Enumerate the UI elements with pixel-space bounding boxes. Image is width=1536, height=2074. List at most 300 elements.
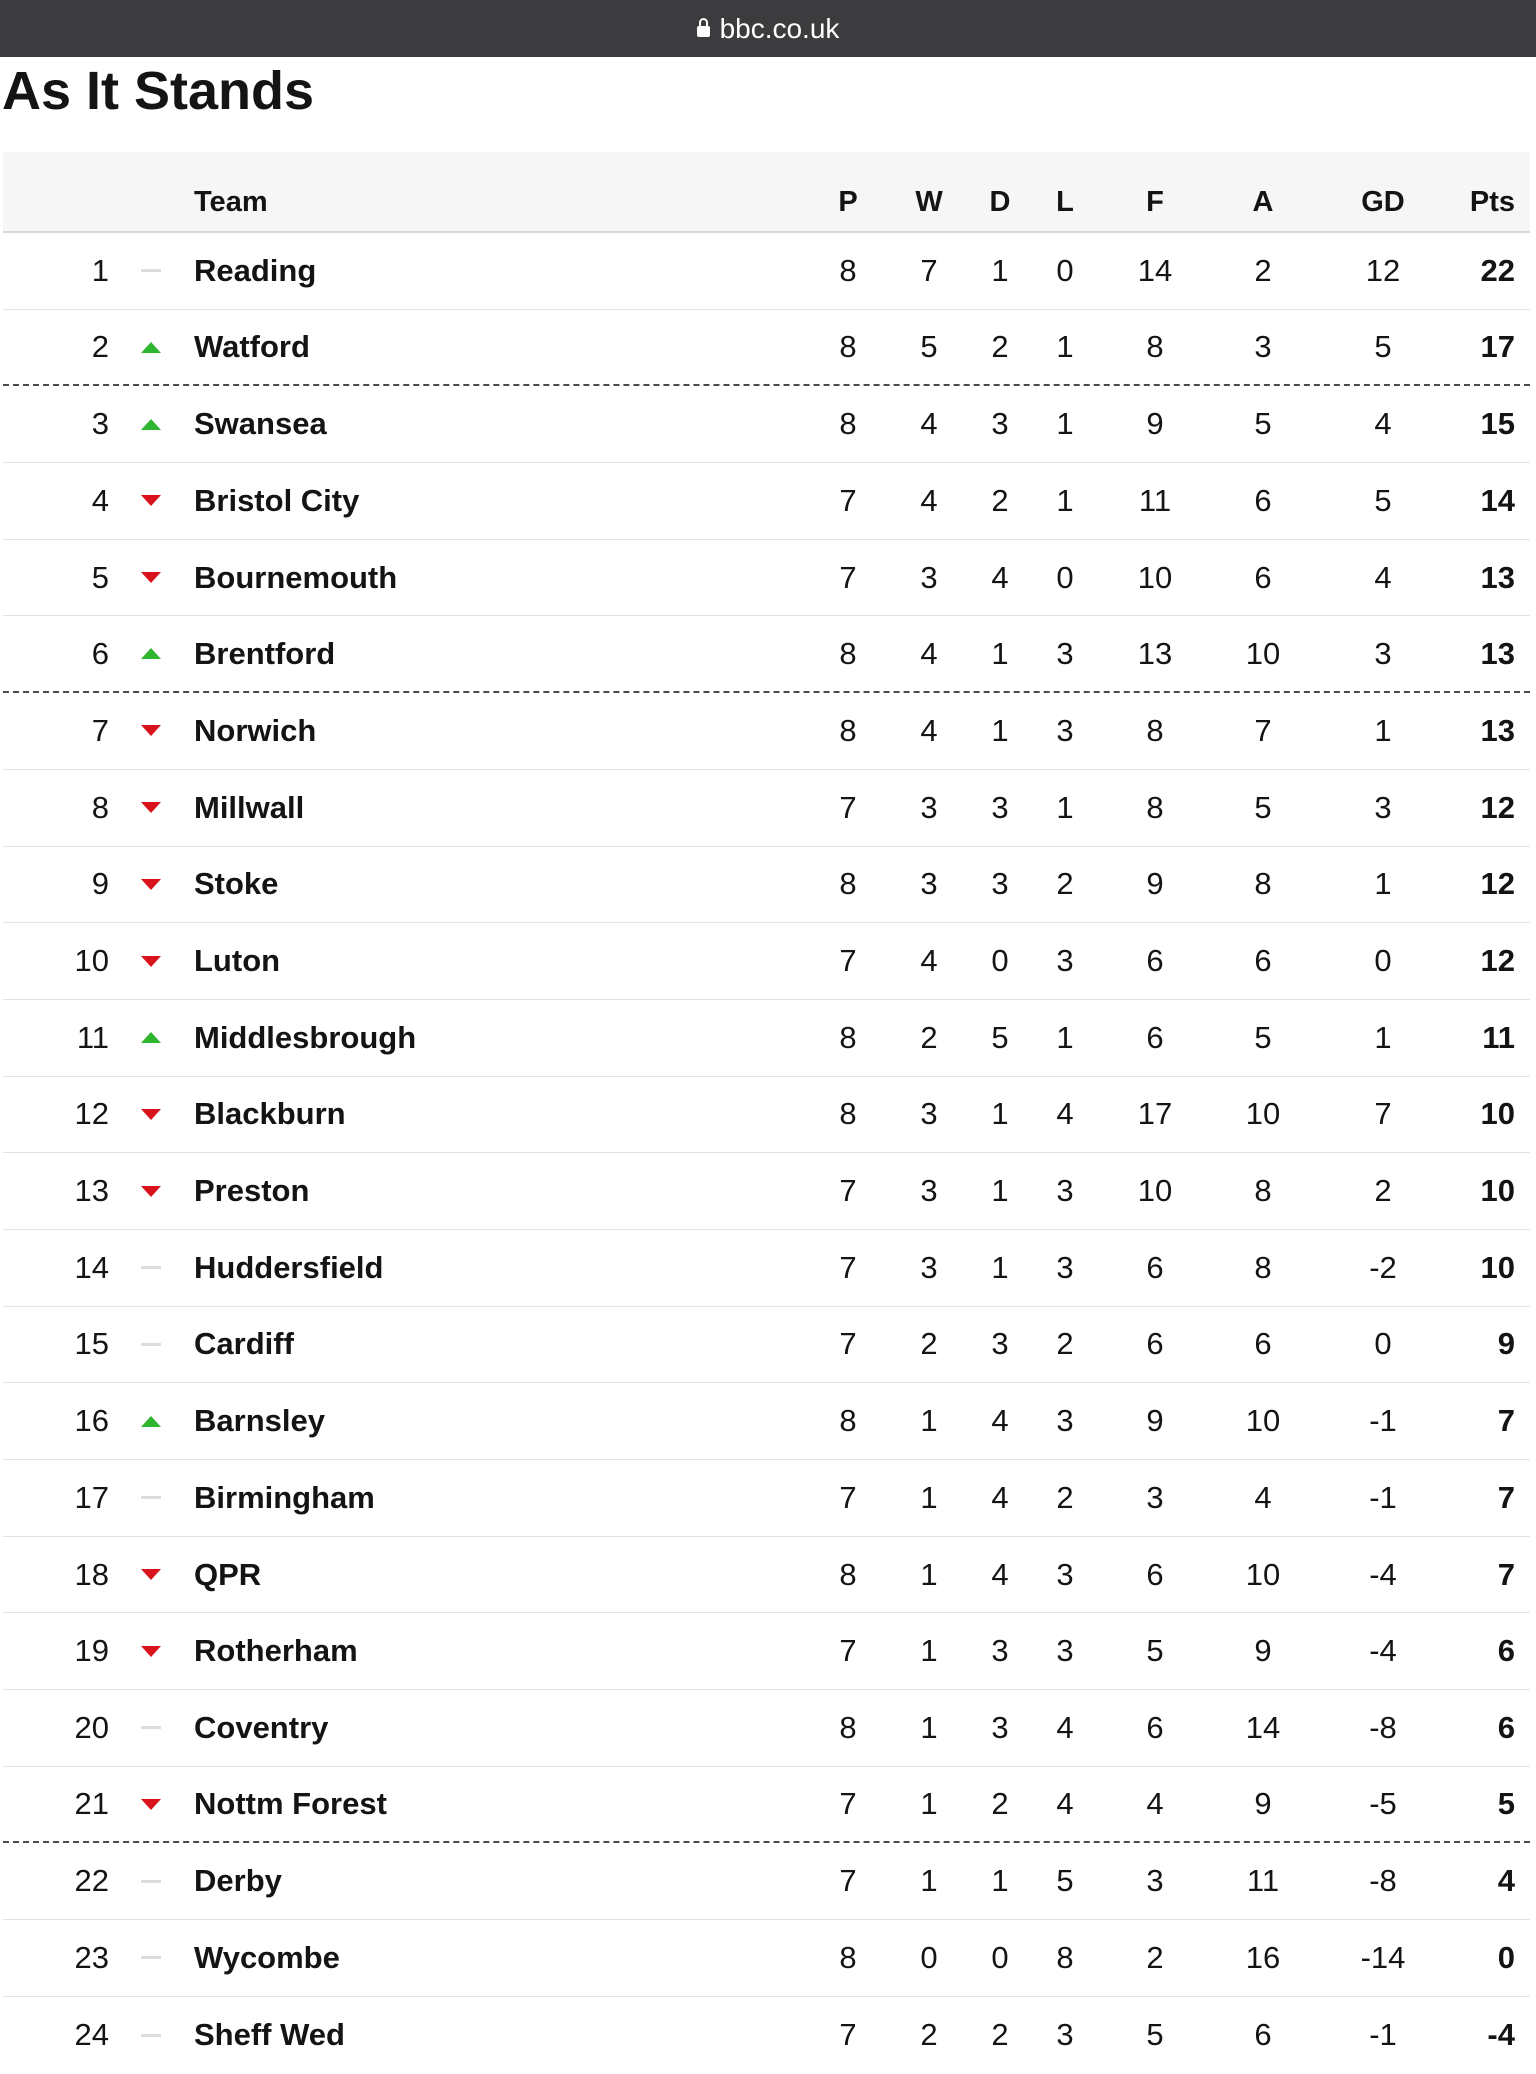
rank-cell: 7 xyxy=(91,712,109,748)
page-title: As It Stands xyxy=(2,61,315,121)
movement-indicator xyxy=(137,693,165,769)
lost-cell: 3 xyxy=(1056,1173,1074,1209)
header-points: Pts xyxy=(1469,186,1515,218)
table-row[interactable] xyxy=(3,1000,1530,1077)
position-unchanged-icon xyxy=(141,1266,161,1269)
points-cell: 0 xyxy=(1497,1939,1515,1975)
lost-cell: 2 xyxy=(1056,1479,1074,1515)
drawn-cell: 2 xyxy=(991,2017,1009,2053)
team-name[interactable]: Reading xyxy=(194,252,317,288)
goals-against-cell: 6 xyxy=(1254,559,1272,595)
movement-indicator xyxy=(137,1920,165,1996)
drawn-cell: 2 xyxy=(991,1786,1009,1822)
goal-difference-cell: -14 xyxy=(1360,1939,1406,1975)
rank-cell: 3 xyxy=(91,406,109,442)
played-cell: 8 xyxy=(839,1096,857,1132)
goals-against-cell: 6 xyxy=(1254,943,1272,979)
points-cell: 12 xyxy=(1480,943,1515,979)
goals-against-cell: 5 xyxy=(1254,406,1272,442)
goals-against-cell: 6 xyxy=(1254,482,1272,518)
drawn-cell: 2 xyxy=(991,482,1009,518)
table-row[interactable] xyxy=(3,693,1530,770)
points-cell: 11 xyxy=(1482,1019,1515,1055)
goal-difference-cell: 2 xyxy=(1374,1173,1392,1209)
drawn-cell: 1 xyxy=(991,1249,1009,1285)
header-won: W xyxy=(915,186,943,218)
movement-indicator xyxy=(137,770,165,846)
goals-for-cell: 10 xyxy=(1137,1173,1173,1209)
header-drawn: D xyxy=(989,186,1011,218)
goals-against-cell: 5 xyxy=(1254,789,1272,825)
team-name[interactable]: Huddersfield xyxy=(194,1249,384,1285)
points-cell: 6 xyxy=(1497,1709,1515,1745)
goal-difference-cell: 3 xyxy=(1374,789,1392,825)
position-up-icon xyxy=(141,419,161,430)
table-row[interactable] xyxy=(3,1537,1530,1614)
points-cell: 15 xyxy=(1480,406,1515,442)
table-row[interactable] xyxy=(3,540,1530,617)
points-cell: 7 xyxy=(1497,1403,1515,1439)
movement-indicator xyxy=(137,233,165,309)
goals-against-cell: 6 xyxy=(1254,2017,1272,2053)
rank-cell: 4 xyxy=(91,482,109,518)
goal-difference-cell: -1 xyxy=(1369,1479,1397,1515)
goals-against-cell: 11 xyxy=(1246,1863,1280,1899)
goal-difference-cell: -4 xyxy=(1369,1556,1397,1592)
table-row[interactable] xyxy=(3,233,1530,310)
played-cell: 8 xyxy=(839,635,857,671)
points-cell: 9 xyxy=(1497,1326,1515,1362)
won-cell: 4 xyxy=(920,635,938,671)
rank-cell: 19 xyxy=(74,1633,109,1669)
team-name[interactable]: Bristol City xyxy=(194,482,360,518)
lost-cell: 1 xyxy=(1056,789,1074,825)
played-cell: 8 xyxy=(839,252,857,288)
goal-difference-cell: 4 xyxy=(1374,559,1392,595)
drawn-cell: 3 xyxy=(991,1709,1009,1745)
movement-indicator xyxy=(137,923,165,999)
won-cell: 4 xyxy=(920,406,938,442)
goals-against-cell: 9 xyxy=(1254,1633,1272,1669)
goals-for-cell: 9 xyxy=(1146,866,1164,902)
team-name[interactable]: Blackburn xyxy=(194,1096,346,1132)
played-cell: 8 xyxy=(839,1403,857,1439)
won-cell: 1 xyxy=(920,1403,938,1439)
won-cell: 1 xyxy=(920,1556,938,1592)
team-name[interactable]: Norwich xyxy=(194,712,317,748)
position-unchanged-icon xyxy=(141,1880,161,1883)
played-cell: 8 xyxy=(839,1709,857,1745)
movement-indicator xyxy=(137,1460,165,1536)
goal-difference-cell: -1 xyxy=(1369,2017,1397,2053)
goals-against-cell: 2 xyxy=(1254,252,1272,288)
position-down-icon xyxy=(141,1646,161,1657)
goal-difference-cell: 1 xyxy=(1374,712,1392,748)
table-row[interactable] xyxy=(3,1077,1530,1154)
lost-cell: 4 xyxy=(1056,1096,1074,1132)
goals-for-cell: 6 xyxy=(1146,1019,1164,1055)
points-cell: 14 xyxy=(1480,482,1515,518)
goals-for-cell: 10 xyxy=(1137,559,1173,595)
drawn-cell: 4 xyxy=(991,559,1009,595)
position-unchanged-icon xyxy=(141,1496,161,1499)
movement-indicator xyxy=(137,1997,165,2074)
goal-difference-cell: 1 xyxy=(1374,1019,1392,1055)
points-cell: 12 xyxy=(1480,866,1515,902)
position-down-icon xyxy=(141,1109,161,1120)
rank-cell: 1 xyxy=(91,252,109,288)
points-cell: 17 xyxy=(1480,329,1515,365)
goals-for-cell: 8 xyxy=(1146,789,1164,825)
lost-cell: 1 xyxy=(1056,406,1074,442)
points-cell: -4 xyxy=(1487,2017,1515,2053)
goals-against-cell: 10 xyxy=(1245,1403,1281,1439)
goals-for-cell: 4 xyxy=(1146,1786,1164,1822)
team-name[interactable]: Sheff Wed xyxy=(194,2017,345,2053)
team-name[interactable]: Bournemouth xyxy=(194,559,398,595)
lost-cell: 0 xyxy=(1056,252,1074,288)
goals-for-cell: 6 xyxy=(1146,1249,1164,1285)
goals-against-cell: 10 xyxy=(1245,635,1281,671)
won-cell: 3 xyxy=(920,866,938,902)
drawn-cell: 1 xyxy=(991,635,1009,671)
team-name[interactable]: Millwall xyxy=(194,789,305,825)
header-played: P xyxy=(838,186,858,218)
goals-for-cell: 11 xyxy=(1138,482,1172,518)
points-cell: 12 xyxy=(1480,789,1515,825)
browser-url-bar[interactable] xyxy=(0,0,1536,57)
points-cell: 7 xyxy=(1497,1479,1515,1515)
played-cell: 7 xyxy=(839,1173,857,1209)
played-cell: 7 xyxy=(839,482,857,518)
rank-cell: 14 xyxy=(74,1249,109,1285)
team-name[interactable]: Derby xyxy=(194,1863,282,1899)
movement-indicator xyxy=(137,1537,165,1613)
rank-cell: 15 xyxy=(74,1326,109,1362)
goals-for-cell: 8 xyxy=(1146,712,1164,748)
played-cell: 8 xyxy=(839,1939,857,1975)
team-name[interactable]: Coventry xyxy=(194,1709,329,1745)
movement-indicator xyxy=(137,1230,165,1306)
goal-difference-cell: 0 xyxy=(1374,1326,1392,1362)
goal-difference-cell: -8 xyxy=(1369,1709,1397,1745)
rank-cell: 11 xyxy=(76,1019,109,1055)
goals-for-cell: 5 xyxy=(1146,1633,1164,1669)
goal-difference-cell: 3 xyxy=(1374,635,1392,671)
movement-indicator xyxy=(137,847,165,923)
goals-against-cell: 6 xyxy=(1254,1326,1272,1362)
won-cell: 3 xyxy=(920,789,938,825)
header-goals-for: F xyxy=(1146,186,1164,218)
position-down-icon xyxy=(141,495,161,506)
header-lost: L xyxy=(1056,186,1074,218)
team-name[interactable]: Cardiff xyxy=(194,1326,294,1362)
played-cell: 7 xyxy=(839,1479,857,1515)
movement-indicator xyxy=(137,463,165,539)
team-name[interactable]: Birmingham xyxy=(194,1479,375,1515)
position-unchanged-icon xyxy=(141,269,161,272)
drawn-cell: 1 xyxy=(991,1863,1009,1899)
drawn-cell: 3 xyxy=(991,406,1009,442)
goals-against-cell: 9 xyxy=(1254,1786,1272,1822)
rank-cell: 21 xyxy=(74,1786,109,1822)
table-row[interactable] xyxy=(3,1153,1530,1230)
table-row[interactable] xyxy=(3,923,1530,1000)
rank-cell: 16 xyxy=(74,1403,109,1439)
lost-cell: 3 xyxy=(1056,635,1074,671)
lost-cell: 2 xyxy=(1056,1326,1074,1362)
rank-cell: 17 xyxy=(74,1479,109,1515)
table-row[interactable] xyxy=(3,1230,1530,1307)
played-cell: 8 xyxy=(839,1019,857,1055)
goals-against-cell: 3 xyxy=(1254,329,1272,365)
rank-cell: 13 xyxy=(74,1173,109,1209)
table-row[interactable] xyxy=(3,310,1530,387)
goals-against-cell: 8 xyxy=(1254,1249,1272,1285)
played-cell: 7 xyxy=(839,559,857,595)
table-row[interactable] xyxy=(3,1460,1530,1537)
table-header xyxy=(3,152,1530,233)
rank-cell: 5 xyxy=(91,559,109,595)
rank-cell: 24 xyxy=(74,2017,109,2053)
goals-against-cell: 8 xyxy=(1254,1173,1272,1209)
rank-cell: 10 xyxy=(74,943,109,979)
position-down-icon xyxy=(141,1569,161,1580)
goals-for-cell: 6 xyxy=(1146,1709,1164,1745)
position-down-icon xyxy=(141,1799,161,1810)
drawn-cell: 1 xyxy=(991,1096,1009,1132)
header-goals-against: A xyxy=(1252,186,1274,218)
goals-for-cell: 3 xyxy=(1146,1863,1164,1899)
team-name[interactable]: Watford xyxy=(194,329,310,365)
played-cell: 7 xyxy=(839,2017,857,2053)
won-cell: 4 xyxy=(920,482,938,518)
points-cell: 13 xyxy=(1480,559,1515,595)
goals-against-cell: 14 xyxy=(1245,1709,1281,1745)
rank-cell: 6 xyxy=(91,635,109,671)
table-row[interactable] xyxy=(3,1383,1530,1460)
goal-difference-cell: 7 xyxy=(1374,1096,1392,1132)
goals-for-cell: 8 xyxy=(1146,329,1164,365)
played-cell: 7 xyxy=(839,1633,857,1669)
drawn-cell: 3 xyxy=(991,866,1009,902)
drawn-cell: 1 xyxy=(991,252,1009,288)
drawn-cell: 0 xyxy=(991,943,1009,979)
movement-indicator xyxy=(137,1077,165,1153)
played-cell: 7 xyxy=(839,1786,857,1822)
table-row[interactable] xyxy=(3,770,1530,847)
lost-cell: 8 xyxy=(1056,1939,1074,1975)
team-name[interactable]: Swansea xyxy=(194,406,327,442)
goal-difference-cell: 12 xyxy=(1365,252,1401,288)
position-up-icon xyxy=(141,1032,161,1043)
won-cell: 3 xyxy=(920,1173,938,1209)
header-team: Team xyxy=(194,186,268,218)
lost-cell: 1 xyxy=(1056,1019,1074,1055)
goals-for-cell: 13 xyxy=(1137,635,1173,671)
team-name[interactable]: Barnsley xyxy=(194,1403,325,1439)
points-cell: 7 xyxy=(1497,1556,1515,1592)
won-cell: 1 xyxy=(920,1786,938,1822)
goal-difference-cell: 1 xyxy=(1374,866,1392,902)
table-row[interactable] xyxy=(3,1920,1530,1997)
goal-difference-cell: -8 xyxy=(1369,1863,1397,1899)
won-cell: 5 xyxy=(920,329,938,365)
drawn-cell: 4 xyxy=(991,1479,1009,1515)
position-down-icon xyxy=(141,572,161,583)
goal-difference-cell: -2 xyxy=(1369,1249,1397,1285)
goals-for-cell: 14 xyxy=(1137,252,1173,288)
table-row[interactable] xyxy=(3,463,1530,540)
lost-cell: 3 xyxy=(1056,1633,1074,1669)
position-down-icon xyxy=(141,725,161,736)
points-cell: 22 xyxy=(1480,252,1515,288)
team-name[interactable]: Stoke xyxy=(194,866,279,902)
played-cell: 7 xyxy=(839,1249,857,1285)
rank-cell: 22 xyxy=(74,1863,109,1899)
movement-indicator xyxy=(137,540,165,616)
points-cell: 10 xyxy=(1480,1173,1515,1209)
table-row[interactable] xyxy=(3,616,1530,693)
goals-for-cell: 6 xyxy=(1146,1326,1164,1362)
lost-cell: 0 xyxy=(1056,559,1074,595)
played-cell: 8 xyxy=(839,1556,857,1592)
movement-indicator xyxy=(137,1307,165,1383)
position-unchanged-icon xyxy=(141,2034,161,2037)
team-name[interactable]: Luton xyxy=(194,943,281,979)
position-unchanged-icon xyxy=(141,1343,161,1346)
table-row[interactable] xyxy=(3,1843,1530,1920)
goals-for-cell: 5 xyxy=(1146,2017,1164,2053)
goals-against-cell: 7 xyxy=(1254,712,1272,748)
rank-cell: 23 xyxy=(74,1939,109,1975)
movement-indicator xyxy=(137,1843,165,1919)
drawn-cell: 1 xyxy=(991,712,1009,748)
lost-cell: 3 xyxy=(1056,1556,1074,1592)
won-cell: 0 xyxy=(920,1939,938,1975)
goals-against-cell: 5 xyxy=(1254,1019,1272,1055)
won-cell: 2 xyxy=(920,1326,938,1362)
played-cell: 7 xyxy=(839,1863,857,1899)
won-cell: 7 xyxy=(920,252,938,288)
won-cell: 1 xyxy=(920,1863,938,1899)
position-down-icon xyxy=(141,879,161,890)
drawn-cell: 2 xyxy=(991,329,1009,365)
drawn-cell: 0 xyxy=(991,1939,1009,1975)
rank-cell: 8 xyxy=(91,789,109,825)
lost-cell: 5 xyxy=(1056,1863,1074,1899)
goals-for-cell: 2 xyxy=(1146,1939,1164,1975)
team-name[interactable]: Middlesbrough xyxy=(194,1019,417,1055)
table-row[interactable] xyxy=(3,1767,1530,1844)
movement-indicator xyxy=(137,310,165,385)
team-name[interactable]: Rotherham xyxy=(194,1633,358,1669)
goals-against-cell: 10 xyxy=(1245,1556,1281,1592)
drawn-cell: 3 xyxy=(991,1633,1009,1669)
team-name[interactable]: Brentford xyxy=(194,635,336,671)
position-down-icon xyxy=(141,1186,161,1197)
played-cell: 7 xyxy=(839,943,857,979)
played-cell: 8 xyxy=(839,866,857,902)
drawn-cell: 3 xyxy=(991,1326,1009,1362)
won-cell: 2 xyxy=(920,1019,938,1055)
played-cell: 8 xyxy=(839,712,857,748)
points-cell: 10 xyxy=(1480,1096,1515,1132)
won-cell: 3 xyxy=(920,1249,938,1285)
won-cell: 2 xyxy=(920,2017,938,2053)
goal-difference-cell: 5 xyxy=(1374,482,1392,518)
lost-cell: 1 xyxy=(1056,329,1074,365)
rank-cell: 20 xyxy=(74,1709,109,1745)
lost-cell: 4 xyxy=(1056,1786,1074,1822)
header-goal-difference: GD xyxy=(1361,186,1405,218)
goal-difference-cell: 4 xyxy=(1374,406,1392,442)
goals-against-cell: 8 xyxy=(1254,866,1272,902)
drawn-cell: 3 xyxy=(991,789,1009,825)
lost-cell: 1 xyxy=(1056,482,1074,518)
won-cell: 4 xyxy=(920,712,938,748)
won-cell: 1 xyxy=(920,1479,938,1515)
won-cell: 4 xyxy=(920,943,938,979)
points-cell: 10 xyxy=(1480,1249,1515,1285)
movement-indicator xyxy=(137,1690,165,1766)
goals-against-cell: 16 xyxy=(1245,1939,1281,1975)
table-body xyxy=(3,233,1530,2074)
points-cell: 4 xyxy=(1497,1863,1515,1899)
movement-indicator xyxy=(137,1000,165,1076)
movement-indicator xyxy=(137,1153,165,1229)
table-row[interactable] xyxy=(3,1997,1530,2074)
won-cell: 3 xyxy=(920,559,938,595)
lost-cell: 4 xyxy=(1056,1709,1074,1745)
goals-for-cell: 3 xyxy=(1146,1479,1164,1515)
lost-cell: 3 xyxy=(1056,2017,1074,2053)
won-cell: 3 xyxy=(920,1096,938,1132)
drawn-cell: 4 xyxy=(991,1403,1009,1439)
rank-cell: 9 xyxy=(91,866,109,902)
movement-indicator xyxy=(137,386,165,462)
position-up-icon xyxy=(141,1416,161,1427)
table-row[interactable] xyxy=(3,1307,1530,1384)
goal-difference-cell: 0 xyxy=(1374,943,1392,979)
table-row[interactable] xyxy=(3,1613,1530,1690)
table-row[interactable] xyxy=(3,847,1530,924)
rank-cell: 12 xyxy=(74,1096,109,1132)
won-cell: 1 xyxy=(920,1633,938,1669)
rank-cell: 18 xyxy=(74,1556,109,1592)
table-row[interactable] xyxy=(3,386,1530,463)
goal-difference-cell: -5 xyxy=(1369,1786,1397,1822)
position-unchanged-icon xyxy=(141,1726,161,1729)
team-name[interactable]: Nottm Forest xyxy=(194,1786,387,1822)
team-name[interactable]: Wycombe xyxy=(194,1939,340,1975)
drawn-cell: 5 xyxy=(991,1019,1009,1055)
points-cell: 6 xyxy=(1497,1633,1515,1669)
lost-cell: 3 xyxy=(1056,712,1074,748)
drawn-cell: 4 xyxy=(991,1556,1009,1592)
lost-cell: 3 xyxy=(1056,1249,1074,1285)
table-row[interactable] xyxy=(3,1690,1530,1767)
team-name[interactable]: QPR xyxy=(194,1556,262,1592)
goals-for-cell: 17 xyxy=(1137,1096,1173,1132)
movement-indicator xyxy=(137,616,165,691)
lost-cell: 3 xyxy=(1056,1403,1074,1439)
lost-cell: 3 xyxy=(1056,943,1074,979)
team-name[interactable]: Preston xyxy=(194,1173,310,1209)
goals-against-cell: 10 xyxy=(1245,1096,1281,1132)
position-down-icon xyxy=(141,802,161,813)
goals-for-cell: 6 xyxy=(1146,1556,1164,1592)
